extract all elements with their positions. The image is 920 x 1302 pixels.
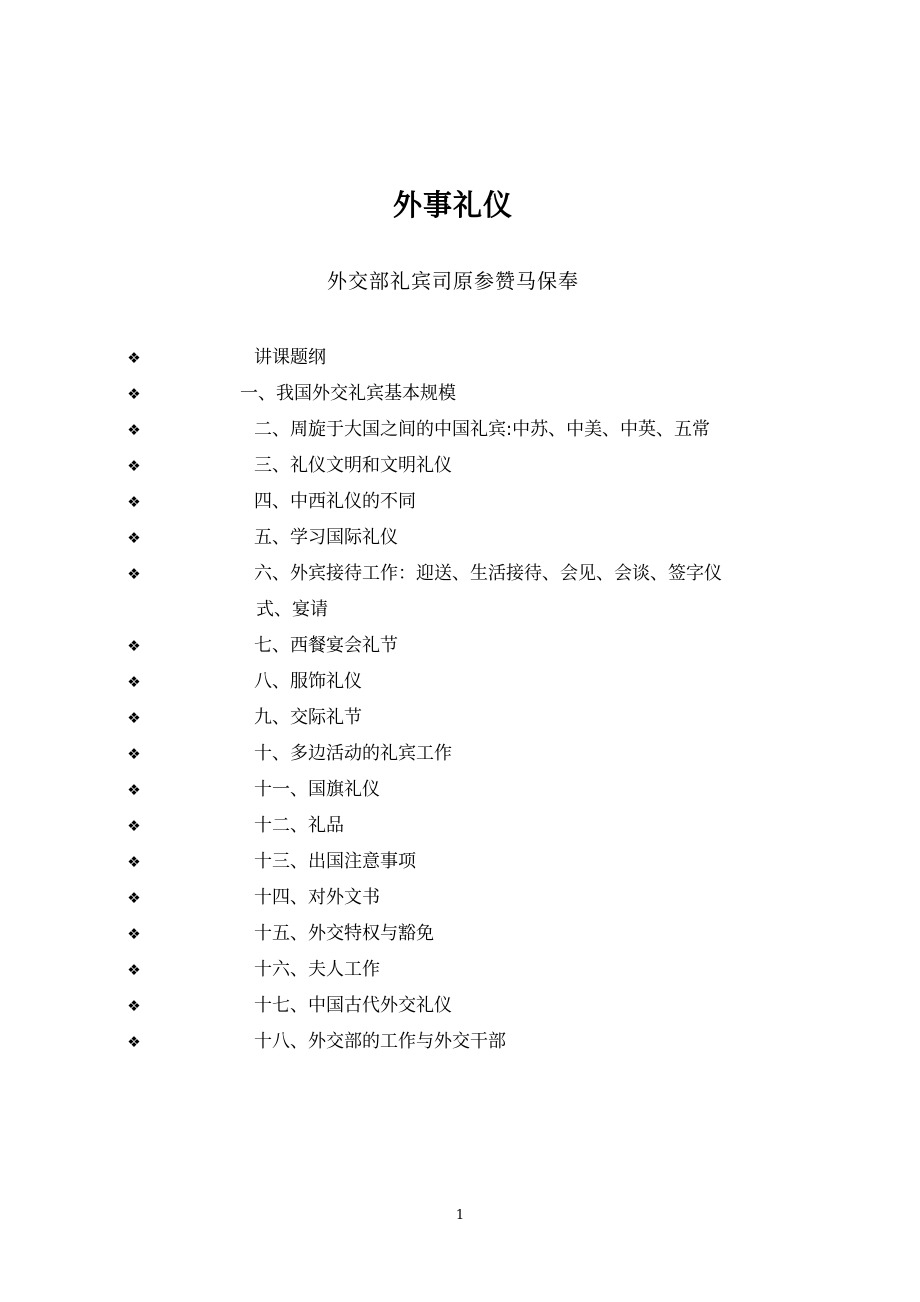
list-item [0,628,920,664]
outline-item-text: 十八、外交部的工作与外交干部 [254,1031,506,1052]
diamond-bullet-icon: ❖ [127,457,141,475]
outline-item-text: 二、周旋于大国之间的中国礼宾:中苏、中美、中英、五常 [254,419,711,440]
list-item [0,916,920,952]
diamond-bullet-icon: ❖ [127,421,141,439]
list-item [0,412,920,448]
diamond-bullet-icon: ❖ [127,349,141,367]
outline-item-text: 一、我国外交礼宾基本规模 [240,383,456,404]
author-line: 外交部礼宾司原参赞马保奉 [327,269,579,293]
outline-item-text: 十二、礼品 [254,815,344,836]
outline-item-text: 八、服饰礼仪 [254,671,362,692]
page-number: 1 [455,1208,465,1223]
list-item [0,700,920,736]
list-item [0,952,920,988]
outline-item-text: 十三、出国注意事项 [254,851,416,872]
outline-heading: 讲课题纲 [254,347,326,368]
outline-item-text: 十一、国旗礼仪 [254,779,380,800]
document-title: 外事礼仪 [392,188,513,223]
lecture-outline-list [0,340,920,1060]
diamond-bullet-icon: ❖ [127,493,141,511]
outline-item-text: 十七、中国古代外交礼仪 [254,995,452,1016]
outline-item-text: 五、学习国际礼仪 [254,527,398,548]
list-item [0,880,920,916]
list-item [0,772,920,808]
list-item [0,664,920,700]
outline-item-text: 四、中西礼仪的不同 [254,491,416,512]
list-item-continuation [0,592,920,628]
outline-item-text: 十、多边活动的礼宾工作 [254,743,452,764]
diamond-bullet-icon: ❖ [127,565,141,583]
list-item [0,340,920,376]
diamond-bullet-icon: ❖ [127,673,141,691]
list-item [0,520,920,556]
outline-item-text: 十五、外交特权与豁免 [254,923,434,944]
outline-item-text: 六、外宾接待工作：迎送、生活接待、会见、会谈、签字仪 [254,563,722,584]
outline-item-text: 三、礼仪文明和文明礼仪 [254,455,452,476]
outline-item-text: 九、交际礼节 [254,707,362,728]
diamond-bullet-icon: ❖ [127,997,141,1015]
list-item [0,1024,920,1060]
outline-item-text: 十六、夫人工作 [254,959,380,980]
list-item [0,484,920,520]
list-item [0,736,920,772]
outline-item-text: 七、西餐宴会礼节 [254,635,398,656]
list-item [0,844,920,880]
diamond-bullet-icon: ❖ [127,637,141,655]
diamond-bullet-icon: ❖ [127,925,141,943]
list-item [0,376,920,412]
diamond-bullet-icon: ❖ [127,1033,141,1051]
diamond-bullet-icon: ❖ [127,781,141,799]
diamond-bullet-icon: ❖ [127,961,141,979]
diamond-bullet-icon: ❖ [127,529,141,547]
diamond-bullet-icon: ❖ [127,385,141,403]
diamond-bullet-icon: ❖ [127,709,141,727]
outline-item-text: 式、宴请 [256,599,328,620]
diamond-bullet-icon: ❖ [127,745,141,763]
list-item [0,988,920,1024]
diamond-bullet-icon: ❖ [127,889,141,907]
outline-item-text: 十四、对外文书 [254,887,380,908]
diamond-bullet-icon: ❖ [127,817,141,835]
list-item [0,448,920,484]
list-item [0,808,920,844]
diamond-bullet-icon: ❖ [127,853,141,871]
list-item [0,556,920,592]
